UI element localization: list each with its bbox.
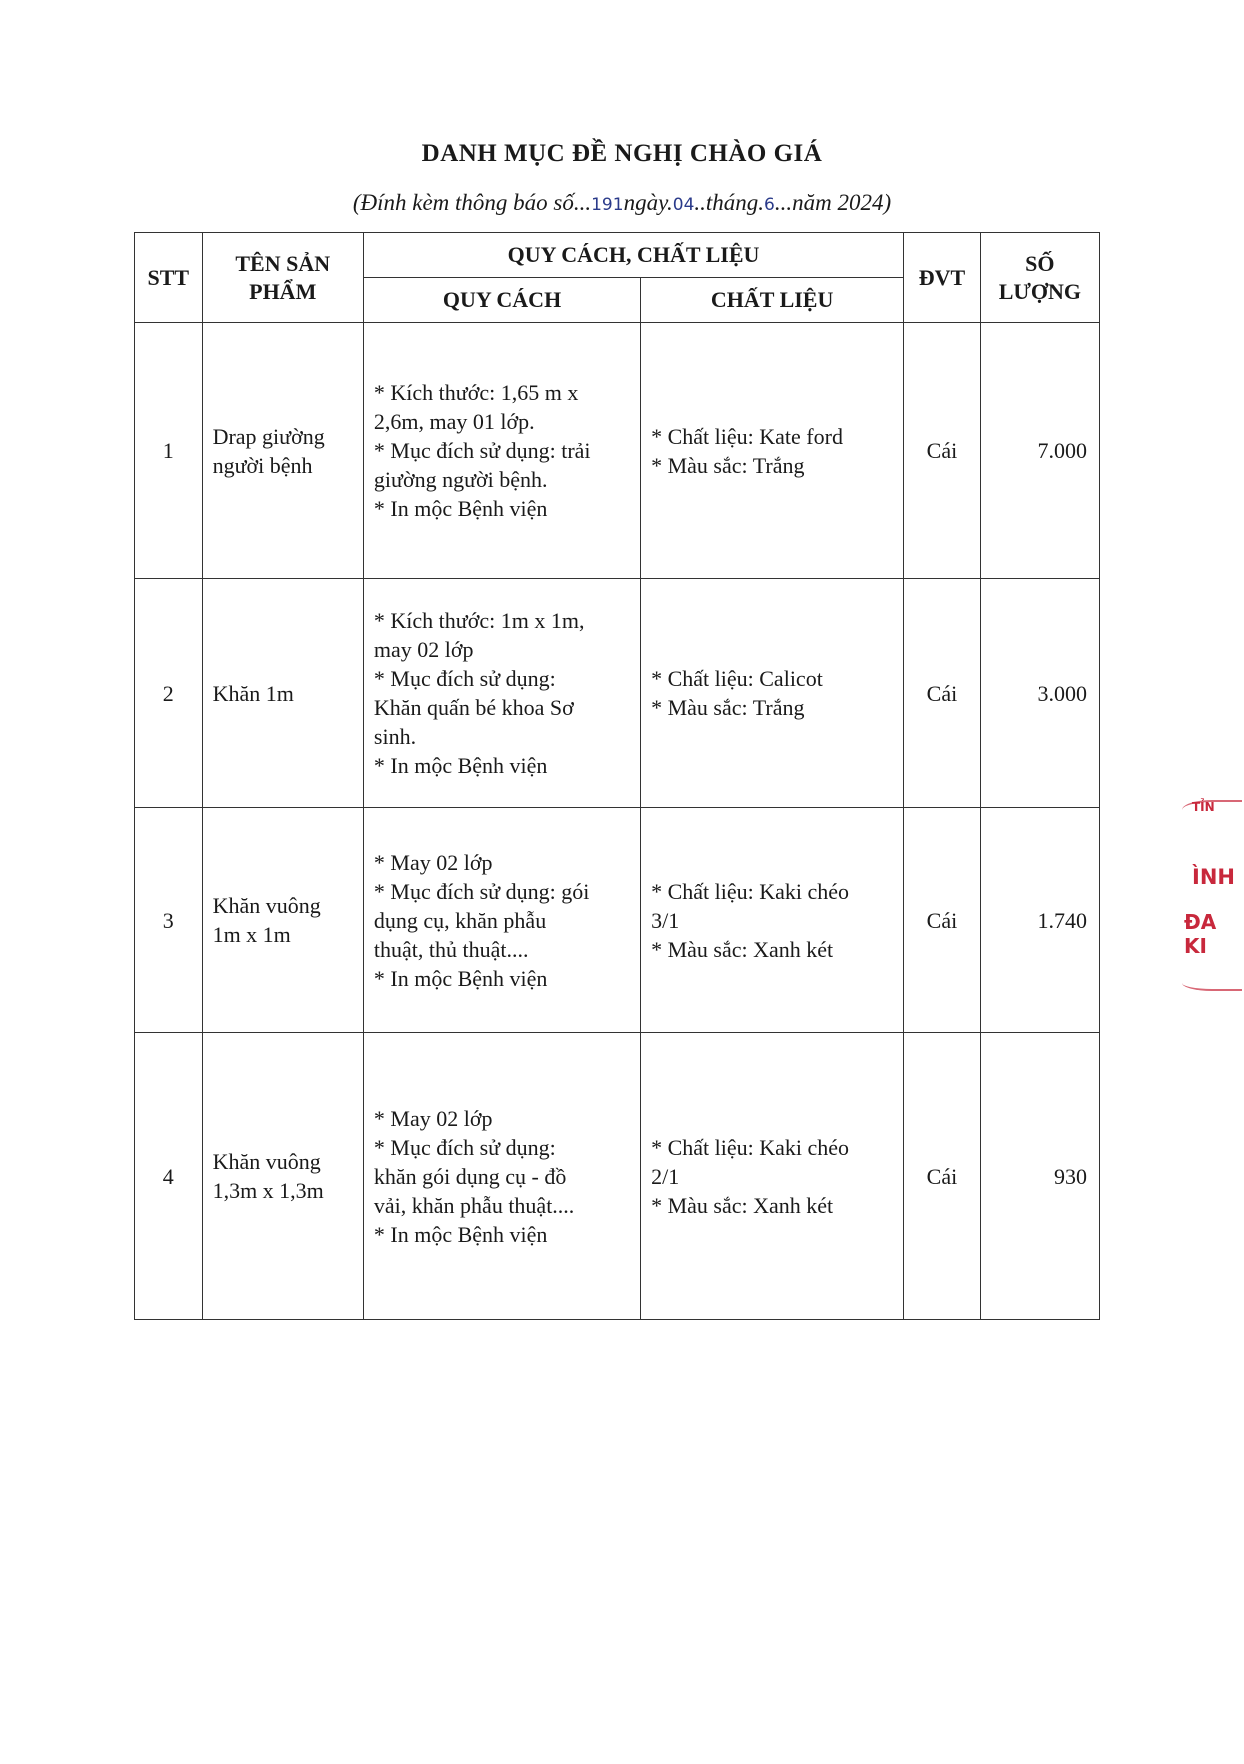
cell-product-name-line: Khăn vuông	[212, 893, 321, 918]
cell-product-name-line: 1m x 1m	[212, 922, 291, 947]
cell-quantity: 3.000	[980, 579, 1099, 808]
cell-quantity: 930	[980, 1033, 1099, 1320]
cell-material-line: * Chất liệu: Calicot	[651, 666, 823, 691]
cell-product-name-line: Drap giường	[212, 423, 325, 449]
cell-product-name	[202, 323, 363, 579]
cell-material-line: * Màu sắc: Xanh két	[651, 936, 834, 962]
stamp-text-2: ÌNH	[1192, 865, 1235, 889]
subtitle-part-2: ngày	[623, 190, 668, 215]
cell-unit: Cái	[904, 808, 981, 1033]
header-spec-material-group: QUY CÁCH, CHẤT LIỆU	[363, 233, 903, 278]
cell-spec	[363, 579, 640, 808]
subtitle-dots-2: .	[667, 190, 673, 215]
cell-material-line: 2/1	[651, 1163, 680, 1189]
handwritten-day: 04	[672, 195, 695, 215]
cell-quantity: 7.000	[980, 323, 1099, 579]
cell-stt: 2	[135, 579, 203, 808]
cell-spec-line: * May 02 lớp	[373, 849, 493, 875]
header-stt: STT	[135, 233, 203, 323]
cell-material	[641, 579, 904, 808]
document-subtitle	[0, 190, 1244, 216]
cell-spec-line: Khăn quấn bé khoa Sơ	[373, 695, 574, 720]
cell-product-name-line: Khăn 1m	[212, 680, 294, 706]
cell-stt: 3	[135, 808, 203, 1033]
subtitle-dots-4: .	[758, 190, 765, 215]
cell-spec-line: * May 02 lớp	[373, 1105, 493, 1131]
subtitle-dots-3: ..	[694, 190, 706, 215]
cell-spec-line: * Kích thước: 1m x 1m,	[373, 608, 585, 633]
cell-material-line: 3/1	[651, 907, 680, 933]
red-seal-stamp	[1178, 800, 1244, 990]
cell-spec-line: vải, khăn phẫu thuật....	[373, 1192, 575, 1218]
table-row	[135, 323, 1100, 579]
cell-material	[641, 323, 904, 579]
cell-material-line: * Màu sắc: Trắng	[651, 695, 805, 720]
cell-material-line: * Chất liệu: Kate ford	[651, 423, 843, 449]
cell-spec	[363, 1033, 640, 1320]
handwritten-notice-number: 191	[591, 195, 624, 215]
cell-unit: Cái	[904, 579, 981, 808]
cell-spec-line: * In mộc Bệnh viện	[373, 1221, 548, 1247]
cell-spec-line: * In mộc Bệnh viện	[373, 965, 548, 991]
header-spec: QUY CÁCH	[363, 278, 640, 323]
cell-spec-line: 2,6m, may 01 lớp.	[373, 409, 535, 434]
cell-spec-line: * Mục đích sử dụng:	[373, 666, 556, 691]
cell-spec-line: * Mục đích sử dụng:	[373, 1134, 556, 1160]
cell-spec-line: * Kích thước: 1,65 m x	[373, 380, 579, 405]
cell-unit: Cái	[904, 1033, 981, 1320]
cell-material-line: * Chất liệu: Kaki chéo	[651, 878, 850, 904]
header-product-name: TÊN SẢN PHẨM	[202, 233, 363, 323]
cell-spec	[363, 323, 640, 579]
stamp-text-1: TỈN	[1192, 800, 1215, 814]
cell-unit: Cái	[904, 323, 981, 579]
subtitle-part-1: (Đính kèm thông báo số	[352, 190, 574, 215]
document-title: DANH MỤC ĐỀ NGHỊ CHÀO GIÁ	[421, 140, 823, 167]
cell-spec-line: * Mục đích sử dụng: gói	[373, 878, 590, 904]
cell-material-line: * Chất liệu: Kaki chéo	[651, 1134, 850, 1160]
subtitle-dots-1: ...	[573, 190, 592, 215]
cell-stt: 4	[135, 1033, 203, 1320]
header-quantity: SỐ LƯỢNG	[980, 233, 1099, 323]
cell-spec	[363, 808, 640, 1033]
cell-spec-line: khăn gói dụng cụ - đồ	[373, 1163, 567, 1189]
cell-product-name-line: người bệnh	[212, 452, 313, 478]
cell-material	[641, 808, 904, 1033]
price-quote-table	[134, 232, 1100, 1320]
handwritten-month: 6	[764, 195, 775, 215]
cell-spec-line: * In mộc Bệnh viện	[373, 753, 548, 778]
cell-spec-line: may 02 lớp	[373, 637, 474, 662]
header-material: CHẤT LIỆU	[641, 278, 904, 323]
table-body	[135, 323, 1100, 1320]
cell-spec-line: thuật, thủ thuật....	[373, 936, 529, 962]
stamp-arc-bottom	[1182, 975, 1242, 991]
cell-product-name-line: 1,3m x 1,3m	[212, 1178, 324, 1203]
cell-material-line: * Màu sắc: Xanh két	[651, 1192, 834, 1218]
cell-product-name	[202, 808, 363, 1033]
cell-spec-line: * Mục đích sử dụng: trải	[373, 438, 591, 463]
stamp-text-3: ĐA KI	[1184, 910, 1217, 958]
subtitle-part-4: năm 2024)	[792, 190, 892, 215]
cell-material-line: * Màu sắc: Trắng	[651, 452, 805, 478]
subtitle-part-3: tháng	[705, 190, 759, 215]
header-unit: ĐVT	[904, 233, 981, 323]
cell-product-name-line: Khăn vuông	[212, 1149, 321, 1174]
cell-material	[641, 1033, 904, 1320]
cell-spec-line: giường người bệnh.	[373, 467, 548, 492]
table-row	[135, 1033, 1100, 1320]
cell-quantity: 1.740	[980, 808, 1099, 1033]
cell-spec-line: dụng cụ, khăn phẫu	[373, 907, 547, 933]
cell-stt: 1	[135, 323, 203, 579]
table-row	[135, 579, 1100, 808]
cell-spec-line: sinh.	[373, 724, 417, 749]
table-row	[135, 808, 1100, 1033]
subtitle-dots-5: ...	[774, 190, 793, 215]
cell-spec-line: * In mộc Bệnh viện	[373, 496, 548, 521]
cell-product-name	[202, 1033, 363, 1320]
cell-product-name	[202, 579, 363, 808]
